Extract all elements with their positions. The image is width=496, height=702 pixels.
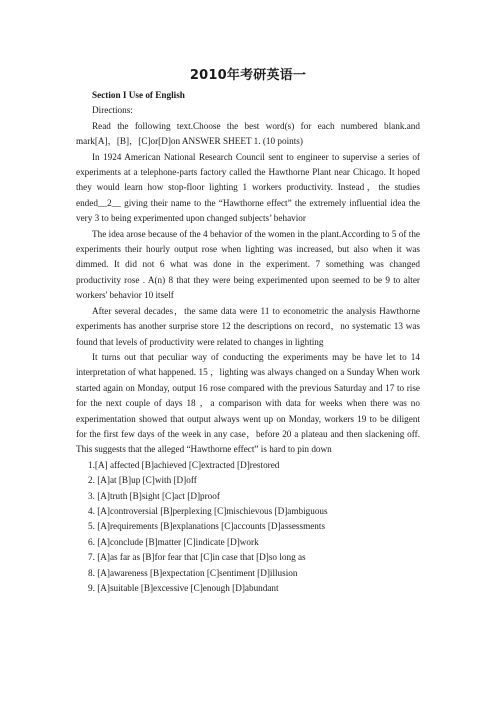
directions-text: Read the following text.Choose the best word(s) for each numbered blank.and mark[A]，[B]，[C]or[D]on ANSWER SHEET 1. (10 points) [76,120,420,147]
option-line-1: 1.[A] affected [B]achieved [C]extracted [D]restored [88,459,280,470]
document-title: 2010年考研英语一 [189,68,307,83]
directions-label: Directions: [92,105,133,116]
passage-paragraph-3: After several decades，the same data were 11 to econometric the analysis Hawthorne experiments has another surprise store 12 the descriptions on record，no systematic 13 was found that levels of productivity were related to changes in lighting [76,305,420,347]
option-line-8: 8. [A]awareness [B]expectation [C]sentiment [D]illusion [88,567,298,578]
option-line-6: 6. [A]conclude [B]matter [C]indicate [D]work [88,536,259,547]
section-heading: Section I Use of English [92,90,185,100]
passage-paragraph-1: In 1924 American National Research Council sent to engineer to supervise a series of experiments at a telephone-parts factory called the Hawthorne Plant near Chicago. It hoped they would learn how stop-floor lighting 1 workers productivity. Instead，the studies ended__2__ giving their name to the “Hawthorne effect” the extremely influential idea the very 3 to being experimented upon changed subjects’ behavior [76,151,420,224]
document-body [76,88,420,596]
option-line-7: 7. [A]as far as [B]for fear that [C]in case that [D]so long as [88,552,306,563]
option-line-2: 2. [A]at [B]up [C]with [D]off [88,475,197,486]
option-line-5: 5. [A]requirements [B]explanations [C]accounts [D]assessments [88,521,326,532]
passage-paragraph-2: The idea arose because of the 4 behavior of the women in the plant.According to 5 of the experiments their hourly output rose when lighting was increased, but also when it was dimmed. It did not 6 what was done in the experiment. 7 something was changed productivity rose . A(n) 8 that they were being experimented upon seemed to be 9 to alter workers' behavior 10 itself [76,228,420,301]
option-line-3: 3. [A]truth [B]sight [C]act [D]proof [88,490,220,501]
option-line-4: 4. [A]controversial [B]perplexing [C]mischievous [D]ambiguous [88,505,328,516]
passage-paragraph-4: It turns out that peculiar way of conducting the experiments may be have let to 14 interpretation of what happened. 15 ，lighting was always changed on a Sunday When work started again on Monday, output 16 rose compared with the previous Saturday and 17 to rise for the next couple of days 18 ，a comparison with data for weeks when there was no experimentation showed that output always went up on Monday, workers 19 to be diligent for the first few days of the week in any case，before 20 a plateau and then slackening off. This suggests that the alleged “Hawthorne effect” is hard to pin down [76,351,420,455]
option-line-9: 9. [A]suitable [B]excessive [C]enough [D]abundant [88,583,279,593]
